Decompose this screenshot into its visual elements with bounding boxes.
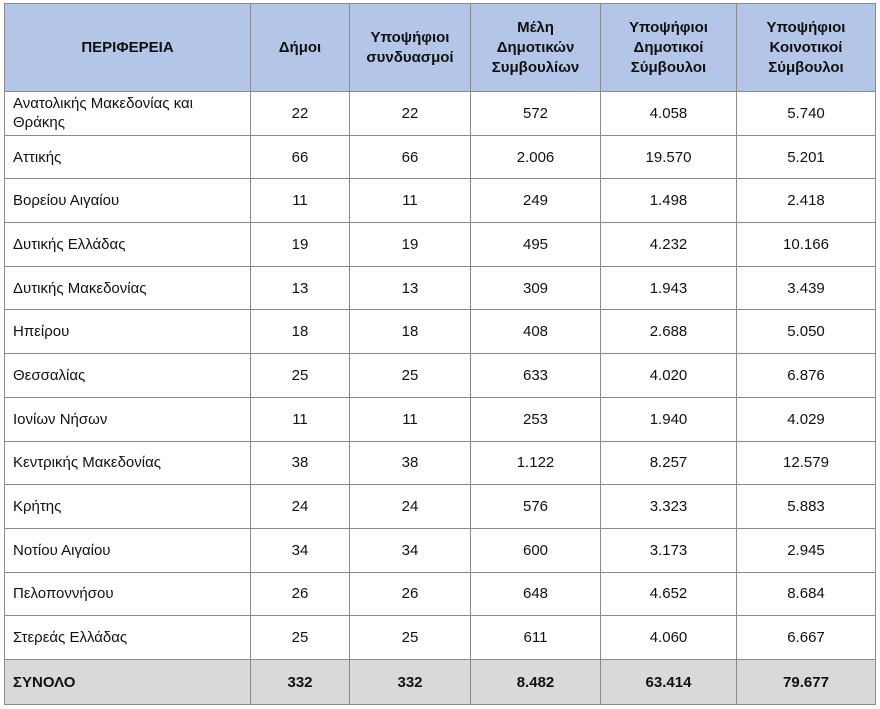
- council-members-cell: 249: [471, 179, 601, 223]
- community-candidates-cell: 5.883: [737, 485, 876, 529]
- coalitions-cell: 18: [350, 310, 471, 354]
- municipal-candidates-cell: 1.498: [601, 179, 737, 223]
- municipalities-cell: 66: [251, 135, 350, 179]
- region-cell: Στερεάς Ελλάδας: [5, 616, 251, 660]
- header-region: ΠΕΡΙΦΕΡΕΙΑ: [5, 4, 251, 92]
- municipal-candidates-cell: 4.060: [601, 616, 737, 660]
- table-row: [5, 441, 876, 485]
- community-candidates-cell: 3.439: [737, 266, 876, 310]
- community-candidates-cell: 5.740: [737, 92, 876, 136]
- municipal-candidates-cell: 1.940: [601, 397, 737, 441]
- header-row: [5, 4, 876, 92]
- municipalities-cell: 22: [251, 92, 350, 136]
- municipal-candidates-cell: 4.020: [601, 354, 737, 398]
- municipal-candidates-cell: 8.257: [601, 441, 737, 485]
- total-coalitions: 332: [350, 660, 471, 705]
- coalitions-cell: 26: [350, 572, 471, 616]
- municipalities-cell: 24: [251, 485, 350, 529]
- table-row: [5, 354, 876, 398]
- coalitions-cell: 38: [350, 441, 471, 485]
- table-row: [5, 485, 876, 529]
- municipalities-cell: 26: [251, 572, 350, 616]
- council-members-cell: 408: [471, 310, 601, 354]
- region-cell: Δυτικής Ελλάδας: [5, 223, 251, 267]
- region-cell: Ιονίων Νήσων: [5, 397, 251, 441]
- election-candidates-table: [4, 3, 876, 705]
- coalitions-cell: 34: [350, 528, 471, 572]
- header-community-candidates: Υποψήφιοι Κοινοτικοί Σύμβουλοι: [737, 4, 876, 92]
- municipal-candidates-cell: 4.652: [601, 572, 737, 616]
- region-cell: Ανατολικής Μακεδονίας και Θράκης: [5, 92, 251, 136]
- council-members-cell: 648: [471, 572, 601, 616]
- municipal-candidates-cell: 19.570: [601, 135, 737, 179]
- table-row: [5, 92, 876, 136]
- total-row: [5, 660, 876, 705]
- region-cell: Θεσσαλίας: [5, 354, 251, 398]
- table-header: [5, 4, 876, 92]
- community-candidates-cell: 4.029: [737, 397, 876, 441]
- municipalities-cell: 19: [251, 223, 350, 267]
- community-candidates-cell: 2.418: [737, 179, 876, 223]
- community-candidates-cell: 5.050: [737, 310, 876, 354]
- region-cell: Αττικής: [5, 135, 251, 179]
- council-members-cell: 2.006: [471, 135, 601, 179]
- municipalities-cell: 38: [251, 441, 350, 485]
- table-body: [5, 92, 876, 660]
- header-municipalities: Δήμοι: [251, 4, 350, 92]
- total-council-members: 8.482: [471, 660, 601, 705]
- coalitions-cell: 24: [350, 485, 471, 529]
- region-cell: Βορείου Αιγαίου: [5, 179, 251, 223]
- table-row: [5, 616, 876, 660]
- coalitions-cell: 13: [350, 266, 471, 310]
- table-row: [5, 572, 876, 616]
- header-coalitions: Υποψήφιοι συνδυασμοί: [350, 4, 471, 92]
- municipal-candidates-cell: 2.688: [601, 310, 737, 354]
- coalitions-cell: 19: [350, 223, 471, 267]
- community-candidates-cell: 10.166: [737, 223, 876, 267]
- region-cell: Πελοποννήσου: [5, 572, 251, 616]
- community-candidates-cell: 5.201: [737, 135, 876, 179]
- table-row: [5, 397, 876, 441]
- table-row: [5, 135, 876, 179]
- total-municipal-candidates: 63.414: [601, 660, 737, 705]
- municipalities-cell: 34: [251, 528, 350, 572]
- council-members-cell: 1.122: [471, 441, 601, 485]
- municipalities-cell: 25: [251, 354, 350, 398]
- table-row: [5, 266, 876, 310]
- total-community-candidates: 79.677: [737, 660, 876, 705]
- municipalities-cell: 25: [251, 616, 350, 660]
- community-candidates-cell: 6.876: [737, 354, 876, 398]
- table-footer: [5, 660, 876, 705]
- table-row: [5, 528, 876, 572]
- total-municipalities: 332: [251, 660, 350, 705]
- municipalities-cell: 18: [251, 310, 350, 354]
- region-cell: Δυτικής Μακεδονίας: [5, 266, 251, 310]
- council-members-cell: 600: [471, 528, 601, 572]
- council-members-cell: 611: [471, 616, 601, 660]
- coalitions-cell: 66: [350, 135, 471, 179]
- council-members-cell: 309: [471, 266, 601, 310]
- community-candidates-cell: 12.579: [737, 441, 876, 485]
- table-row: [5, 179, 876, 223]
- council-members-cell: 572: [471, 92, 601, 136]
- municipalities-cell: 13: [251, 266, 350, 310]
- coalitions-cell: 25: [350, 616, 471, 660]
- municipalities-cell: 11: [251, 397, 350, 441]
- region-cell: Ηπείρου: [5, 310, 251, 354]
- coalitions-cell: 11: [350, 397, 471, 441]
- council-members-cell: 576: [471, 485, 601, 529]
- total-label: ΣΥΝΟΛΟ: [5, 660, 251, 705]
- coalitions-cell: 25: [350, 354, 471, 398]
- municipalities-cell: 11: [251, 179, 350, 223]
- community-candidates-cell: 8.684: [737, 572, 876, 616]
- region-cell: Νοτίου Αιγαίου: [5, 528, 251, 572]
- table-row: [5, 223, 876, 267]
- municipal-candidates-cell: 4.058: [601, 92, 737, 136]
- municipal-candidates-cell: 4.232: [601, 223, 737, 267]
- municipal-candidates-cell: 3.173: [601, 528, 737, 572]
- header-council-members: Μέλη Δημοτικών Συμβουλίων: [471, 4, 601, 92]
- council-members-cell: 633: [471, 354, 601, 398]
- region-cell: Κρήτης: [5, 485, 251, 529]
- municipal-candidates-cell: 1.943: [601, 266, 737, 310]
- community-candidates-cell: 2.945: [737, 528, 876, 572]
- council-members-cell: 253: [471, 397, 601, 441]
- municipal-candidates-cell: 3.323: [601, 485, 737, 529]
- region-cell: Κεντρικής Μακεδονίας: [5, 441, 251, 485]
- coalitions-cell: 22: [350, 92, 471, 136]
- community-candidates-cell: 6.667: [737, 616, 876, 660]
- coalitions-cell: 11: [350, 179, 471, 223]
- table-row: [5, 310, 876, 354]
- council-members-cell: 495: [471, 223, 601, 267]
- header-municipal-candidates: Υποψήφιοι Δημοτικοί Σύμβουλοι: [601, 4, 737, 92]
